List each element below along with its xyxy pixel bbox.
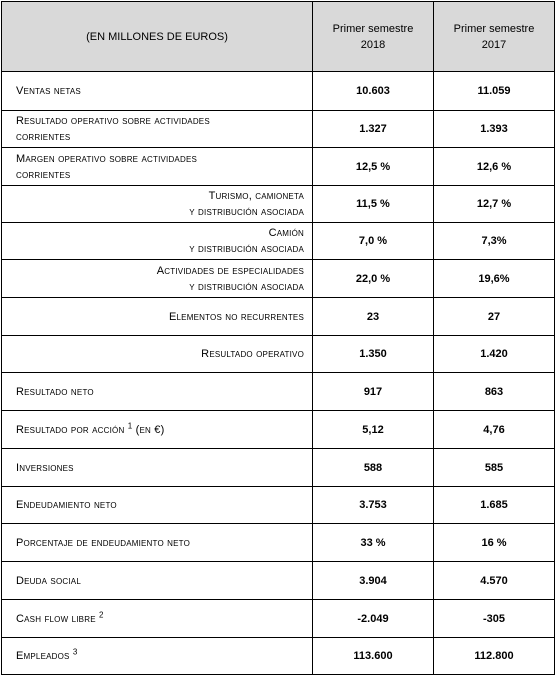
value-2017: 19,6% (434, 260, 555, 298)
financial-summary-table (1, 1, 555, 675)
table-row (2, 336, 555, 373)
value-2018: 11,5 % (313, 186, 434, 223)
value-2017: 16 % (434, 524, 555, 562)
value-2018: 7,0 % (313, 223, 434, 260)
row-label (2, 148, 313, 186)
value-2018: 33 % (313, 524, 434, 562)
value-2018: 113.600 (313, 638, 434, 675)
table-row (2, 260, 555, 298)
row-label-text: Porcentaje de endeudamiento neto (16, 536, 191, 549)
value-2017: 7,3% (434, 223, 555, 260)
value-2018: 588 (313, 449, 434, 487)
value-2017: 1.420 (434, 336, 555, 373)
table-row (2, 223, 555, 260)
footnote-marker: 2 (99, 609, 104, 619)
row-label-text: Empleados (16, 650, 70, 662)
row-label-text: Turismo, camioneta (208, 190, 304, 202)
value-2018: 3.904 (313, 562, 434, 600)
row-label-text: Margen operativo sobre actividades (16, 152, 198, 165)
row-label (2, 223, 313, 260)
row-label (2, 562, 313, 600)
row-label-text-line2: y distribución asociada (189, 243, 304, 255)
value-2017: 11.059 (434, 72, 555, 111)
column-header-2017-year: 2017 (481, 38, 507, 51)
row-label (2, 638, 313, 675)
column-header-2018-year: 2018 (360, 38, 386, 51)
footnote-marker: 3 (72, 647, 78, 657)
row-label (2, 524, 313, 562)
row-label-text-line2: corrientes (16, 168, 71, 181)
table-header-row (2, 2, 555, 72)
row-label (2, 298, 313, 336)
value-2018: 12,5 % (313, 148, 434, 186)
row-label-text-line2: y distribución asociada (189, 280, 304, 293)
value-2017: 27 (434, 298, 555, 336)
value-2017: 4,76 (434, 411, 555, 449)
value-2017: 112.800 (434, 638, 555, 675)
row-label (2, 373, 313, 411)
value-2018: 5,12 (313, 411, 434, 449)
row-label-text: Resultado neto (16, 385, 94, 398)
value-2018: 917 (313, 373, 434, 411)
row-label-text-line2: y distribución asociada (189, 206, 304, 218)
row-label (2, 111, 313, 148)
value-2017: -305 (434, 600, 555, 638)
row-label (2, 449, 313, 487)
value-2018: 22,0 % (313, 260, 434, 298)
row-label (2, 411, 313, 449)
column-header-2018-line1: Primer semestre (332, 22, 414, 35)
table-row (2, 449, 555, 487)
table-row (2, 524, 555, 562)
value-2017: 12,7 % (434, 186, 555, 223)
row-label (2, 487, 313, 524)
row-label-text: Actividades de especialidades (156, 264, 304, 277)
table-body (2, 72, 555, 675)
row-label (2, 336, 313, 373)
value-2018: 1.327 (313, 111, 434, 148)
column-header-2017 (434, 2, 555, 72)
table-row (2, 72, 555, 111)
table-row (2, 148, 555, 186)
column-header-2018 (313, 2, 434, 72)
row-label-unit: (en €) (135, 423, 165, 436)
value-2017: 1.685 (434, 487, 555, 524)
row-label-text: Elementos no recurrentes (168, 310, 304, 323)
row-label-text: Camión (268, 227, 304, 239)
row-label-text: Ventas netas (16, 85, 81, 97)
table-row (2, 111, 555, 148)
units-header: (EN MILLONES DE EUROS) (2, 2, 313, 72)
value-2017: 585 (434, 449, 555, 487)
value-2018: 1.350 (313, 336, 434, 373)
row-label (2, 600, 313, 638)
column-header-2017-line1: Primer semestre (453, 22, 535, 35)
table-row (2, 373, 555, 411)
table-row (2, 638, 555, 675)
value-2018: 23 (313, 298, 434, 336)
value-2017: 12,6 % (434, 148, 555, 186)
table-row (2, 298, 555, 336)
table-row (2, 562, 555, 600)
table-row (2, 411, 555, 449)
row-label-text: Resultado por acción (16, 423, 125, 436)
row-label-text: Cash flow libre (16, 612, 96, 625)
footnote-marker: 1 (127, 420, 133, 430)
row-label (2, 72, 313, 111)
value-2018: 3.753 (313, 487, 434, 524)
row-label (2, 260, 313, 298)
value-2017: 863 (434, 373, 555, 411)
table-row (2, 487, 555, 524)
row-label-text: Endeudamiento neto (16, 499, 117, 511)
table-row (2, 186, 555, 223)
row-label-text: Resultado operativo (201, 348, 304, 360)
row-label (2, 186, 313, 223)
table-row (2, 600, 555, 638)
value-2018: -2.049 (313, 600, 434, 638)
row-label-text: Deuda social (16, 574, 81, 587)
row-label-text: Inversiones (16, 461, 74, 474)
value-2017: 1.393 (434, 111, 555, 148)
row-label-text: Resultado operativo sobre actividades (16, 115, 210, 127)
row-label-text-line2: corrientes (16, 131, 71, 143)
value-2018: 10.603 (313, 72, 434, 111)
value-2017: 4.570 (434, 562, 555, 600)
